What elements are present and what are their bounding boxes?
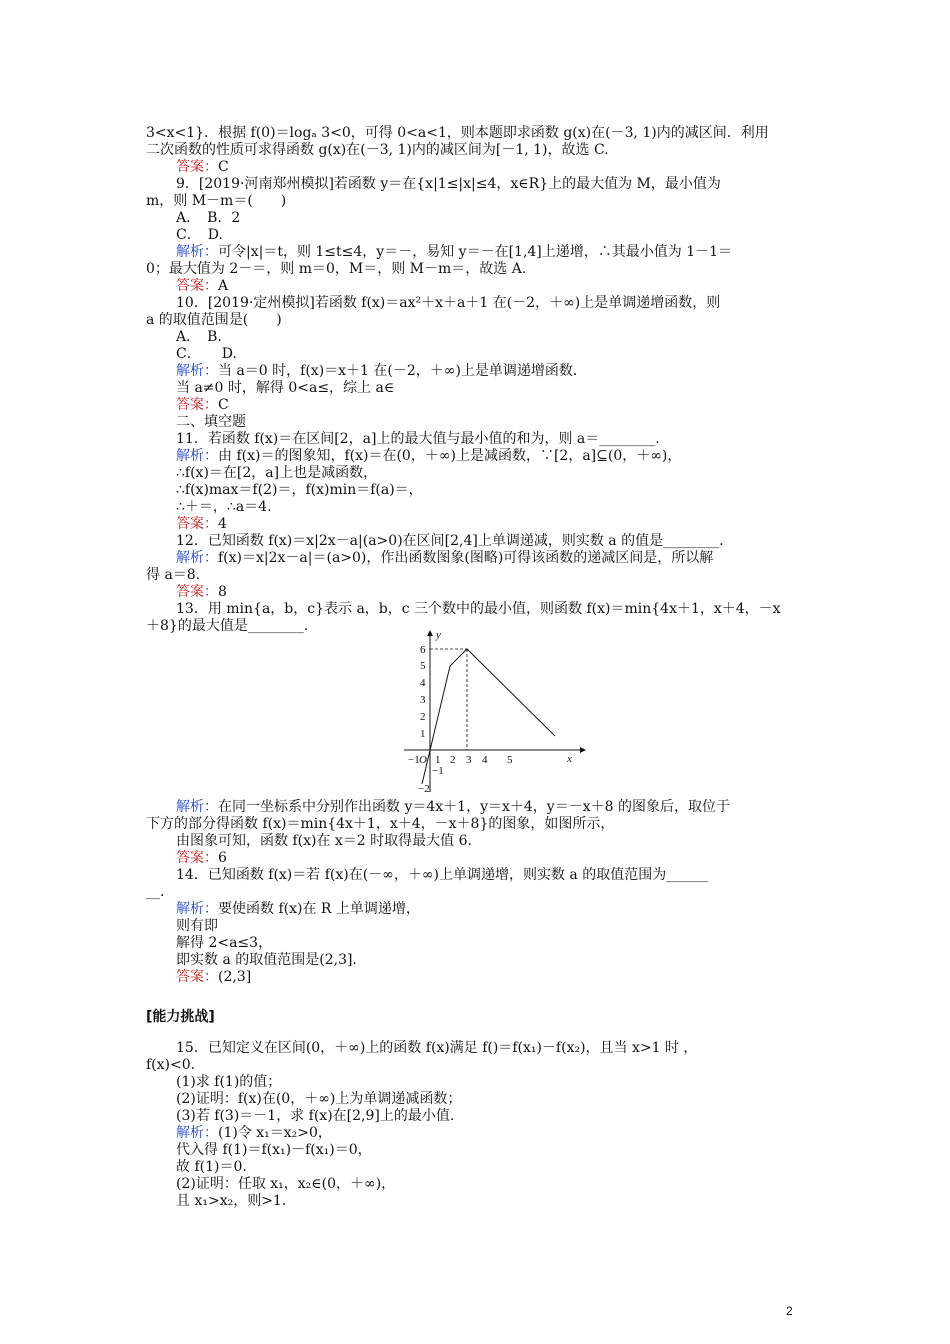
text-line xyxy=(176,833,836,850)
line-text: 可令|x|＝t，则 1≤t≤4，y＝－，易知 y＝－在[1,4]上递增，∴其最小值为 1－1＝ xyxy=(218,244,733,260)
text-line xyxy=(146,1057,806,1074)
answer-label: 答案： xyxy=(176,516,218,532)
line-text: 6 xyxy=(218,850,227,866)
text-line xyxy=(176,363,836,380)
solution-label: 解析： xyxy=(176,448,218,464)
line-text: 12．已知函数 f(x)＝x|2x－a|(a>0)在区间[2,4]上单调递减，则实数 a 的值是________. xyxy=(176,533,724,549)
text-line xyxy=(176,465,836,482)
text-line xyxy=(176,1074,836,1091)
line-text: 则有即 xyxy=(176,918,218,934)
text-line xyxy=(176,278,836,295)
line-text: (2)证明：任取 x₁，x₂∈(0，＋∞)， xyxy=(176,1176,396,1192)
text-line xyxy=(176,1142,836,1159)
text-line xyxy=(176,516,836,533)
line-text: 下方的部分得函数 f(x)＝min{4x＋1，x＋4，－x＋8}的图象，如图所示， xyxy=(146,816,615,832)
text-line xyxy=(146,142,806,159)
line-text: a 的取值范围是( ) xyxy=(146,312,282,328)
page-number: 2 xyxy=(786,1304,793,1318)
line-text: 0；最大值为 2－＝，则 m＝0，M＝，则 M－m＝，故选 A. xyxy=(146,261,527,277)
line-text: ＋8}的最大值是________. xyxy=(146,618,309,634)
text-line xyxy=(176,1193,836,1210)
text-line xyxy=(176,346,836,363)
text-line xyxy=(176,1091,836,1108)
y-tick-1: 1 xyxy=(420,728,426,740)
graph-curve xyxy=(422,649,555,784)
line-text: (2)证明：f(x)在(0，＋∞)上为单调递减函数； xyxy=(176,1091,462,1107)
y-tick-2: 2 xyxy=(420,711,426,723)
text-line xyxy=(176,414,836,431)
y-tick-neg2: −2 xyxy=(418,783,430,795)
line-text: 得 a＝8. xyxy=(146,567,201,583)
y-tick-neg1: −1 xyxy=(432,765,444,777)
answer-label: 答案： xyxy=(176,850,218,866)
line-text: f(x)＝x|2x－a|＝(a>0)，作出函数图象(图略)可得该函数的递减区间是，所以解 xyxy=(218,550,714,566)
line-text: f(x)<0. xyxy=(146,1057,196,1073)
text-line xyxy=(176,601,836,618)
text-line xyxy=(176,584,836,601)
line-text: A． B．2 xyxy=(176,210,241,226)
line-text: (1)令 x₁＝x₂>0， xyxy=(218,1125,332,1141)
line-text: A． B. xyxy=(176,329,222,345)
text-line xyxy=(176,380,836,397)
text-line xyxy=(176,227,836,244)
x-tick-3: 3 xyxy=(466,754,472,766)
line-text: (3)若 f(3)＝－1，求 f(x)在[2,9]上的最小值. xyxy=(176,1108,455,1124)
text-line xyxy=(146,125,806,142)
line-text: 由图象可知，函数 f(x)在 x＝2 时取得最大值 6. xyxy=(176,833,472,849)
answer-label: 答案： xyxy=(176,584,218,600)
line-text: 13．用 min{a，b，c}表示 a，b，c 三个数中的最小值，则函数 f(x)＝min{4x＋1，x＋4，－x xyxy=(176,601,781,617)
text-line xyxy=(176,935,836,952)
line-text: ∴f(x)＝在[2，a]上也是减函数， xyxy=(176,465,378,481)
line-text: 15．已知定义在区间(0，＋∞)上的函数 f(x)满足 f()＝f(x₁)－f(x₂)，且当 x>1 时 ， xyxy=(176,1040,698,1056)
x-axis-arrow xyxy=(580,747,586,753)
text-line xyxy=(176,850,836,867)
solution-label: 解析： xyxy=(176,799,218,815)
text-line xyxy=(176,482,836,499)
text-line xyxy=(176,176,836,193)
text-line xyxy=(176,867,836,884)
text-line xyxy=(176,159,836,176)
y-tick-4: 4 xyxy=(420,677,426,689)
line-text: 14．已知函数 f(x)＝若 f(x)在(－∞，＋∞)上单调递增，则实数 a 的取值范围为______ xyxy=(176,867,709,883)
solution-label: 解析： xyxy=(176,550,218,566)
y-axis-arrow xyxy=(427,630,433,636)
line-text: 3<x<1}．根据 f(0)＝logₐ 3<0，可得 0<a<1，则本题即求函数 g(x)在(－3, 1)内的减区间．利用 xyxy=(146,125,769,141)
line-text: (2,3] xyxy=(218,969,252,985)
line-text: 当 a≠0 时，解得 0<a≤，综上 a∈ xyxy=(176,380,395,396)
line-text: 即实数 a 的取值范围是(2,3]. xyxy=(176,952,357,968)
text-line xyxy=(176,533,836,550)
answer-label: 答案： xyxy=(176,159,218,175)
text-line xyxy=(176,799,836,816)
x-tick-origin: O xyxy=(419,754,427,766)
text-line xyxy=(176,918,836,935)
x-tick-4: 4 xyxy=(482,754,488,766)
text-line xyxy=(176,1108,836,1125)
text-line xyxy=(176,969,836,986)
line-text: 二、填空题 xyxy=(176,414,246,430)
text-line xyxy=(176,295,836,312)
line-text: 要使函数 f(x)在 R 上单调递增， xyxy=(218,901,420,917)
text-line xyxy=(176,499,836,516)
function-graph xyxy=(400,626,590,796)
line-text: 8 xyxy=(218,584,227,600)
y-tick-6: 6 xyxy=(420,644,426,656)
section-heading: [能力挑战] xyxy=(146,1009,215,1025)
line-text: m，则 M－m＝( ) xyxy=(146,193,287,209)
answer-label: 答案： xyxy=(176,969,218,985)
text-line xyxy=(176,210,836,227)
line-text: (1)求 f(1)的值； xyxy=(176,1074,282,1090)
line-text: 代入得 f(1)＝f(x₁)－f(x₁)＝0， xyxy=(176,1142,372,1158)
text-line xyxy=(176,244,836,261)
line-text: C xyxy=(218,397,229,413)
line-text: C． D. xyxy=(176,346,237,362)
line-text: ∴＋＝，∴a＝4. xyxy=(176,499,272,515)
text-line xyxy=(176,397,836,414)
text-line xyxy=(176,1040,836,1057)
text-line xyxy=(176,1176,836,1193)
x-tick-5: 5 xyxy=(507,754,513,766)
line-text: A xyxy=(218,278,229,294)
line-text: 9．[2019·河南郑州模拟]若函数 y＝在{x|1≤|x|≤4，x∈R}上的最大值为 M，最小值为 xyxy=(176,176,721,192)
line-text: 在同一坐标系中分别作出函数 y＝4x＋1，y＝x＋4，y＝－x＋8 的图象后，取位于 xyxy=(218,799,730,815)
line-text: C xyxy=(218,159,229,175)
line-text: 由 f(x)＝的图象知，f(x)＝在(0，＋∞)上是减函数，∵[2，a]⊆(0，＋∞)， xyxy=(218,448,682,464)
answer-label: 答案： xyxy=(176,397,218,413)
y-tick-3: 3 xyxy=(420,694,426,706)
x-tick-2: 2 xyxy=(450,754,456,766)
line-text: 11．若函数 f(x)＝在区间[2，a]上的最大值与最小值的和为，则 a＝________. xyxy=(176,431,660,447)
line-text: __. xyxy=(146,884,165,900)
y-axis-label: y xyxy=(436,629,441,641)
solution-label: 解析： xyxy=(176,244,218,260)
solution-label: 解析： xyxy=(176,363,218,379)
text-line xyxy=(176,431,836,448)
x-axis-label: x xyxy=(567,753,572,765)
text-line xyxy=(176,329,836,346)
line-text: 10．[2019·定州模拟]若函数 f(x)＝ax²＋x＋a＋1 在(－2，＋∞)上是单调递增函数，则 xyxy=(176,295,721,311)
text-line xyxy=(176,448,836,465)
line-text: 当 a＝0 时，f(x)＝x＋1 在(－2，＋∞)上是单调递增函数． xyxy=(218,363,587,379)
solution-label: 解析： xyxy=(176,1125,218,1141)
line-text: 解得 2<a≤3， xyxy=(176,935,273,951)
text-line xyxy=(146,312,806,329)
y-tick-5: 5 xyxy=(420,660,426,672)
line-text: C． D. xyxy=(176,227,223,243)
line-text: 二次函数的性质可求得函数 g(x)在(－3, 1)内的减区间为[－1, 1)，故选 C. xyxy=(146,142,609,158)
text-line xyxy=(146,261,806,278)
text-line xyxy=(146,567,806,584)
text-line xyxy=(176,901,836,918)
line-text: 4 xyxy=(218,516,227,532)
x-tick-neg1: −1 xyxy=(408,754,420,766)
x-tick-1: 1 xyxy=(435,754,441,766)
line-text: ∴f(x)max＝f(2)＝，f(x)min＝f(a)＝， xyxy=(176,482,423,498)
line-text: 故 f(1)＝0. xyxy=(176,1159,247,1175)
text-line xyxy=(176,1159,836,1176)
answer-label: 答案： xyxy=(176,278,218,294)
line-text: 且 x₁>x₂，则>1. xyxy=(176,1193,287,1209)
text-line xyxy=(146,193,806,210)
text-line xyxy=(176,550,836,567)
text-line xyxy=(146,816,806,833)
solution-label: 解析： xyxy=(176,901,218,917)
text-line xyxy=(146,884,806,901)
text-line xyxy=(176,1125,836,1142)
text-line xyxy=(176,952,836,969)
